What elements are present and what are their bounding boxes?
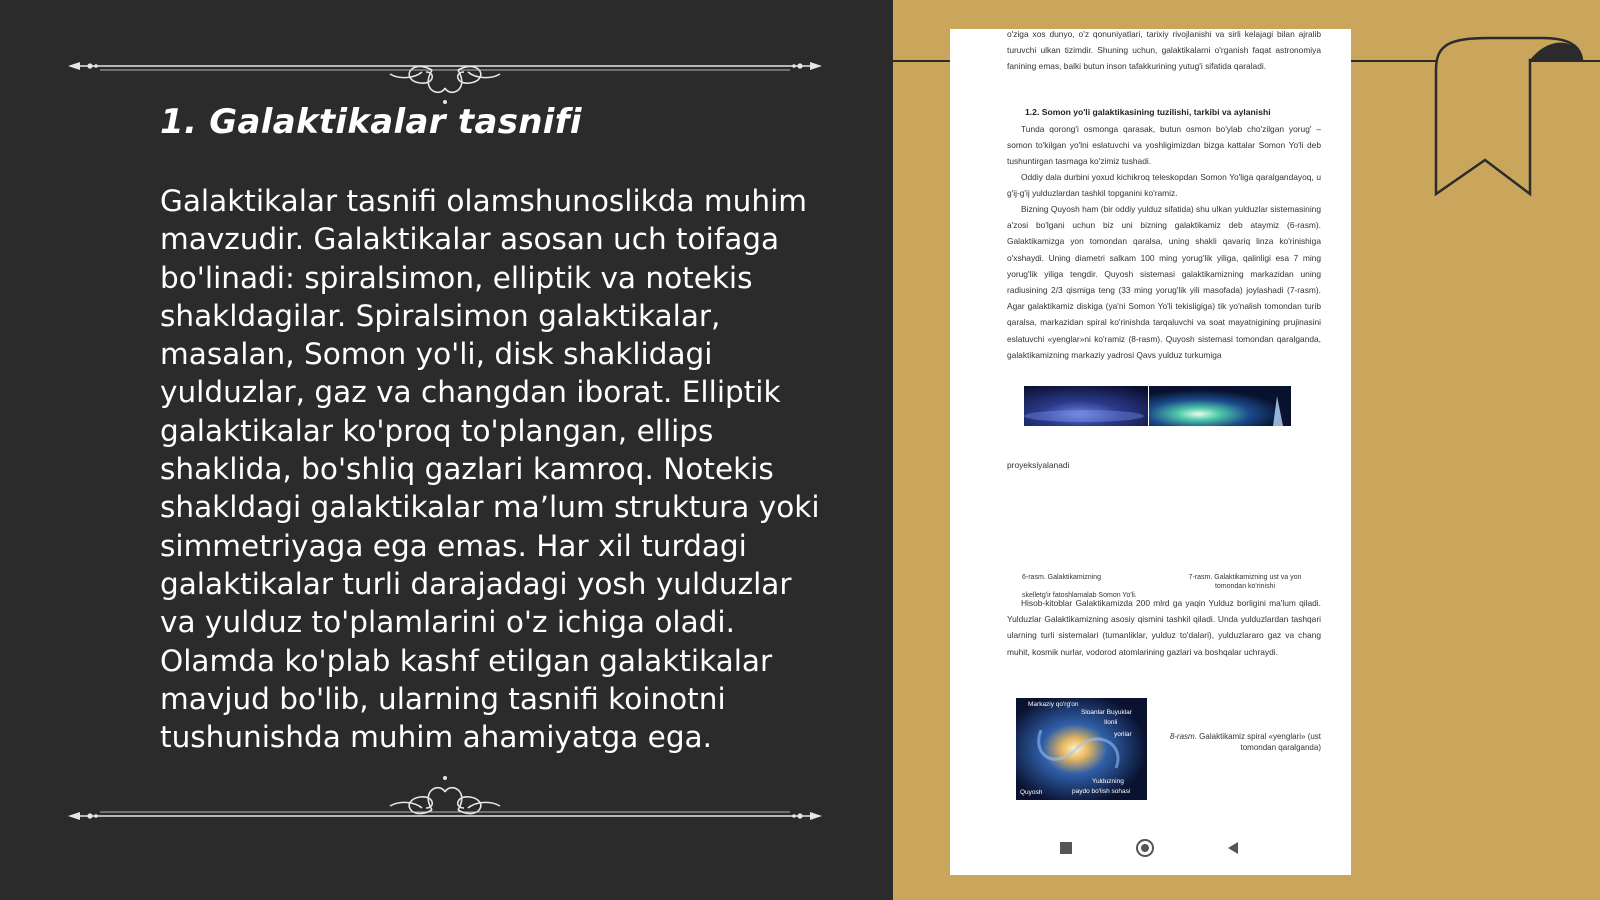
doc-paragraph-6: Hisob-kitoblar Galaktikamizda 200 mlrd ga yaqin Yulduz borligini ma'lum qiladi. Yulduzlar Galaktikamizning asosiy qismini tashkil qiladi. Unda yulduzlardan tashqari ularning turli sistemalari (tumanliklar, yulduz to'dalari), yulduzlararo gaz va chang muhit, kosmik nurlar, vodorod atomlarining gazlari va boshqalar uchraydi. — [1007, 598, 1321, 657]
caption-figure-8 — [1160, 731, 1321, 753]
doc-paragraph-3: Oddiy dala durbini yoxud kichikroq teleskopdan Somon Yo'liga qaralgandayoq, u g'ij-g'ij yulduzlardan tashkil topganini ko'ramiz. — [1007, 172, 1321, 199]
doc-paragraph-5: proyeksiyalanadi — [1007, 460, 1070, 470]
caption-figure-8-text: Galaktikamiz spiral «yenglari» (ust tomondan qaralganda) — [1199, 732, 1321, 752]
android-navigation-bar — [950, 829, 1351, 875]
slide-body-text: Galaktikalar tasnifi olamshunoslikda muhim mavzudir. Galaktikalar asosan uch toifaga bo'linadi: spiralsimon, elliptik va notekis shakldagilar. Spiralsimon galaktikalar, masalan, Somon yo'li, disk shaklidagi yulduzlar, gaz va changdan iborat. Elliptik galaktikalar ko'proq to'plangan, ellips shaklida, bo'shliq gazlari kamroq. Notekis shakldagi galaktikalar ma’lum struktura yoki simmetriyaga ega emas. Har xil turdagi galaktikalar turli darajadagi yosh yulduzlar va yulduz to'plamlarini o'z ichiga oladi. Olamda ko'plab kashf etilgan galaktikalar mavjud bo'lib, ularning tasnifi koinotni tushunishda muhim ahamiyatga ega. — [160, 184, 820, 755]
doc-paragraph-4: Bizning Quyosh ham (bir oddiy yulduz sifatida) shu ulkan yulduzlar sistemasining a'zosi bo'lgani uchun biz uni bizning galaktikamiz deb ataymiz (6-rasm). Galaktikamizga yon tomondan qaralsa, uning shakli qavariq linza ko'rinishiga o'xshaydi. Uning diametri salkam 100 ming yorug'lik yiliga, qalinligi esa 7 ming yorug'lik yiliga tengdir. Quyosh sistemasi galaktikamizning markazidan uning radiusining 2/3 qismiga teng (33 ming yorug'lik yili masofada) joylashadi (7-rasm). Agar galaktikamiz diskiga (ya'ni Somon Yo'li tekisligiga) tik yo'nalish tomondan turib qaralsa, markazidan spiral ko'rinishda tarqaluvchi va soat mayatnigining prujinasini eslatuvchi «yenglar»ni ko'ramiz (8-rasm). Quyosh sistemasi tomondan qaralganda, galaktikamizning markaziy yadrosi Qavs yulduz turkumiga — [1007, 204, 1321, 360]
frame-line-left — [893, 60, 950, 62]
figure-8-label-bottom-left: Quyosh — [1020, 789, 1043, 796]
figure-8-label-mid-right-1: Ilonli — [1104, 719, 1118, 726]
galaxy-top-view-image — [1149, 386, 1291, 426]
galaxy-side-view-image — [1024, 386, 1148, 426]
caption-figure-8-label: 8-rasm. — [1169, 732, 1197, 741]
caption-figure-7: 7-rasm. Galaktikamizning ust va yon tomondan ko'rinishi — [1188, 574, 1302, 590]
caption-figure-6-line2: skelletg'ir fatoshlamalab Somon Yo'li. — [1022, 592, 1137, 599]
slide-title: 1. Galaktikalar tasnifi — [160, 102, 582, 142]
bookmark-ornament — [1430, 30, 1590, 210]
top-ornament-divider — [60, 50, 830, 110]
doc-paragraph-2: Tunda qorong'i osmonga qarasak, butun osmon bo'ylab cho'zilgan yorug' – somon to'kilgan yo'lni eslatuvchi va yoshligimizdan bizga kattalar Somon Yo'li deb tushuntirgan tasmaga ko'zimiz tushadi. — [1007, 124, 1321, 167]
bottom-ornament-divider — [60, 770, 830, 830]
back-triangle-icon[interactable] — [1226, 841, 1240, 855]
doc-paragraph-1: o'ziga xos dunyo, o'z qonuniyatlari, tarixiy rivojlanishi va sirli kelajagi bilan ajralib turuvchi ulkan tizimdir. Shuning uchun, galaktikalarni o'rganish faqat astronomiya fanining emas, balki butun inson tafakkurining yutug'i sifatida qaraladi. — [1007, 29, 1321, 72]
square-icon[interactable] — [1060, 842, 1072, 854]
figure-8-label-bottom-right-1: Yulduzning — [1092, 778, 1124, 785]
figure-8-label-top-right: Sloanlar Buyuklar — [1081, 709, 1132, 716]
figure-8-label-bottom-right-2: paydo bo'lish sohasi — [1072, 788, 1131, 795]
phone-screenshot — [950, 29, 1351, 875]
figure-8-label-mid-right-2: yorilar — [1114, 731, 1132, 738]
caption-figure-6: 6-rasm. Galaktikamizning — [1022, 574, 1101, 581]
figure-8-label-top-left: Markaziy qo'rg'on — [1028, 701, 1079, 708]
doc-subheading: 1.2. Somon yo'li galaktikasining tuzilishi, tarkibi va aylanishi — [1025, 107, 1271, 117]
galaxy-spiral-arms-image — [1016, 698, 1147, 800]
home-circle-icon[interactable] — [1136, 839, 1154, 857]
